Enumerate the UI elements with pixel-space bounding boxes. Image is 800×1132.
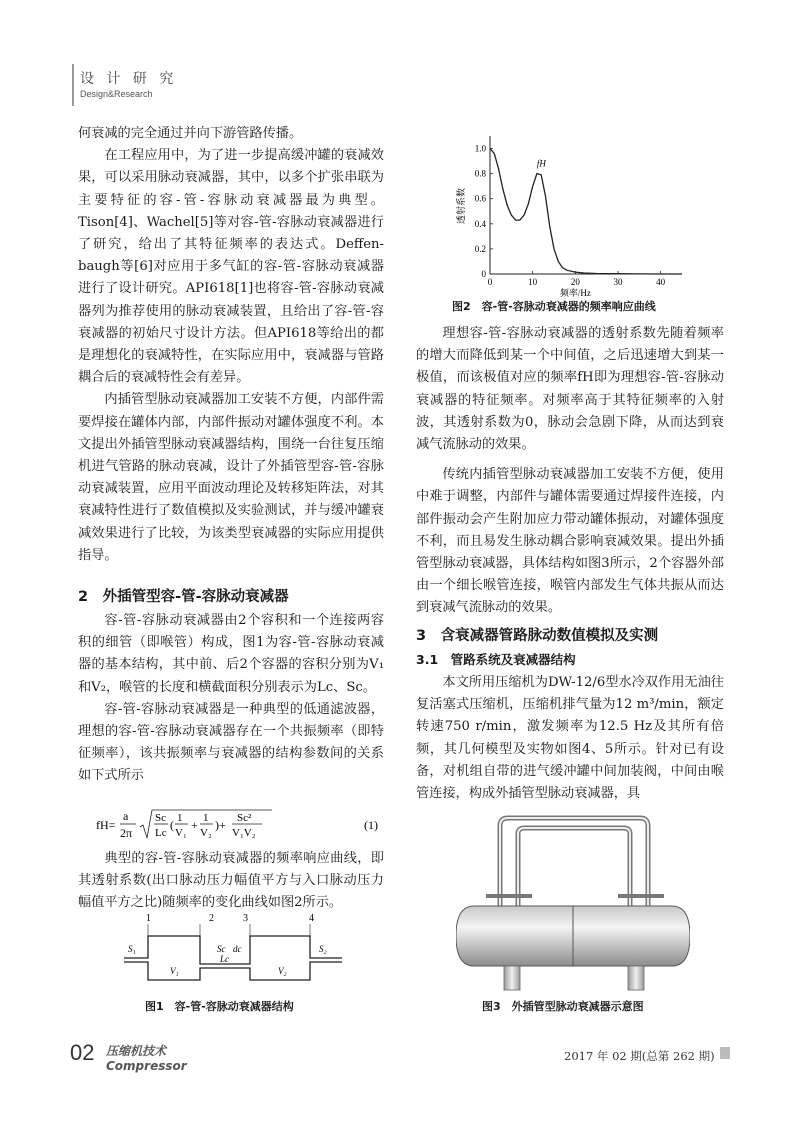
formula-1 [96,808,386,842]
svg-text:(: ( [170,818,174,832]
paragraph: 容-管-容脉动衰减器是一种典型的低通滤波器，理想的容-管-容脉动衰减器存在一个共振频率（即特征频率），该共振频率与衰减器的结构参数间的关系如下式所示 [78,701,384,784]
fig1-label-1: 1 [146,913,151,924]
paragraph: 典型的容-管-容脉动衰减器的频率响应曲线，即其透射系数(出口脉动压力幅值平方与入口脉动压力幅值平方之比)随频率的变化曲线如图2所示。 [78,851,384,911]
figure-3-drawing [456,810,690,992]
fig1-label-4: 4 [309,913,314,924]
formula-lhs: fH= [96,818,116,832]
fig1-label-s1: S₁ [128,944,136,954]
figure-1-diagram [118,912,350,984]
svg-text:V₂: V₂ [200,827,212,839]
x-tick-label: 30 [613,277,623,287]
svg-text:+: + [191,818,198,832]
fig1-label-2: 2 [209,913,214,924]
figure-2-caption: 图2 容-管-容脉动衰减器的频率响应曲线 [452,300,656,313]
paragraph: 在工程应用中，为了进一步提高缓冲罐的衰减效果，可以采用脉动衰减器，其中，以多个扩张串联为主要特征的容-管-容脉动衰减器最为典型。Tison[4]、Wachel[5]等对容-管-容脉动衰减器进行了研究，给出了其特征频率的表达式。Deffen-baugh等[6]对应用于多气缸的容-管-容脉动衰减器进行了设计研究。API618[1]也将容-管-容脉动衰减器列为推荐使用的脉动衰减装置，且给出了容-管-容衰减器的初始尺寸设计方法。但API618等给出的都是理想化的衰减特性，在实际应用中，衰减器与管路耦合后的衰减特性会有差异。 [78,148,384,386]
fig1-label-3: 3 [243,913,248,924]
page-number: 02 [70,1040,95,1065]
section-2-title: 2 外插管型容-管-容脉动衰减器 [78,589,289,605]
left-column [78,123,384,567]
journal-logo-en: Compressor [106,1059,187,1073]
figure-1-caption: 图1 容-管-容脉动衰减器结构 [145,1000,294,1013]
paragraph: 本文所用压缩机为DW-12/6型水冷双作用无油往复活塞式压缩机，压缩机排气量为12 m³/min，额定转速750 r/min，激发频率为12.5 Hz及其所有倍频，其几何模型及实物如图4、5所示。针对已有设备，对机组自带的进气缓冲罐中间加装阀，中间由喉管连接，构成外插管型脉动衰减器，具 [416,675,724,802]
section-3-1-title: 3.1 管路系统及衰减器结构 [416,652,576,667]
header-divider [72,64,74,106]
paragraph: 内插管型脉动衰减器加工安装不方便，内部件需要焊接在罐体内部，内部件振动对罐体强度不利。本文提出外插管型脉动衰减器结构，围绕一台往复压缩机进气管路的脉动衰减，设计了外插管型容-管-容脉动衰减装置，应用平面波动理论及转移矩阵法，对其衰减特性进行了数值模拟及实验测试，并与缓冲罐衰减效果进行了比较，为该类型衰减器的实际应用提供指导。 [78,392,384,563]
formula-den: 2π [120,826,133,840]
y-tick-label: 1.0 [474,143,486,154]
y-tick-label: 0 [481,269,486,279]
peak-label: fH [536,158,546,169]
section-2-body [78,610,384,788]
fig1-label-v1: V₁ [170,966,179,976]
after-formula-text [78,848,384,915]
header-section-cn: 设 计 研 究 [80,71,178,87]
svg-text:Sc²: Sc² [237,812,252,824]
paragraph: 何衰减的完全通过并向下游管路传播。 [78,126,303,141]
y-tick-label: 0.6 [474,193,486,204]
x-tick-label: 0 [487,277,493,287]
figure-2-chart [446,128,700,300]
fig1-label-sc: Sc [217,944,226,954]
paragraph: 理想容-管-容脉动衰减器的透射系数先随着频率的增大而降低到某一个中间值，之后迅速增大到某一极值，而该极值对应的频率fH即为理想容-管-容脉动衰减器的特征频率。对频率高于其特征频率的入射波，其透射系数为0，脉动会急剧下降，从而达到衰减气流脉动的效果。 [416,326,724,453]
x-tick-label: 20 [570,277,580,287]
fig1-label-s2: S₂ [319,944,327,954]
fig1-label-lc: Lc [220,954,229,964]
y-tick-label: 0.2 [474,243,486,254]
fig1-label-v2: V₂ [278,966,287,976]
svg-text:)+: )+ [215,818,226,832]
transmission-curve [490,149,682,275]
fig1-label-dc: dc [233,944,242,954]
x-tick-label: 40 [656,277,666,287]
formula-num: a [123,809,129,823]
paragraph: 容-管-容脉动衰减器由2个容积和一个连接两容积的细管（即喉管）构成，图1为容-管-容脉动衰减器的基本结构，其中前、后2个容器的容积分别为V₁和V₂，喉管的长度和横截面积分别表示为Lc、Sc。 [78,613,384,695]
formula-lc: Lc [155,827,167,839]
section-3-title: 3 含衰减器管路脉动数值模拟及实测 [416,628,659,644]
svg-text:V₁V₂: V₁V₂ [232,827,256,839]
footer-marker [720,1047,730,1059]
svg-text:1: 1 [177,812,183,824]
issue-info: 2017 年 02 期(总第 262 期) [564,1049,715,1063]
formula-number: (1) [364,818,378,832]
x-tick-label: 10 [528,277,538,287]
paragraph: 传统内插管型脉动衰减器加工安装不方便，使用中难于调整，内部件与罐体需要通过焊接件连接，内部件振动会产生附加应力带动罐体振动，对罐体强度不利，而且易发生脉动耦合影响衰减效果。提出外插管型脉动衰减器，具体结构如图3所示，2个容器外部由一个细长喉管连接，喉管内部发生气体共振从而达到衰减气流脉动的效果。 [416,467,724,616]
right-column [416,323,724,620]
journal-logo-cn: 压缩机技术 [106,1044,167,1058]
journal-logo [106,1042,187,1073]
header-section-en: Design&Research [80,89,153,99]
x-axis-label: 频率/Hz [559,288,591,298]
y-axis-label: 透射系数 [456,187,466,225]
figure-3-caption: 图3 外插管型脉动衰减器示意图 [482,1000,644,1013]
y-tick-label: 0.8 [474,168,486,179]
y-tick-label: 0.4 [474,218,486,229]
svg-text:V₁: V₁ [175,827,187,839]
formula-sc: Sc [155,812,166,824]
section-3-1-body [416,672,724,805]
svg-text:1: 1 [203,812,209,824]
